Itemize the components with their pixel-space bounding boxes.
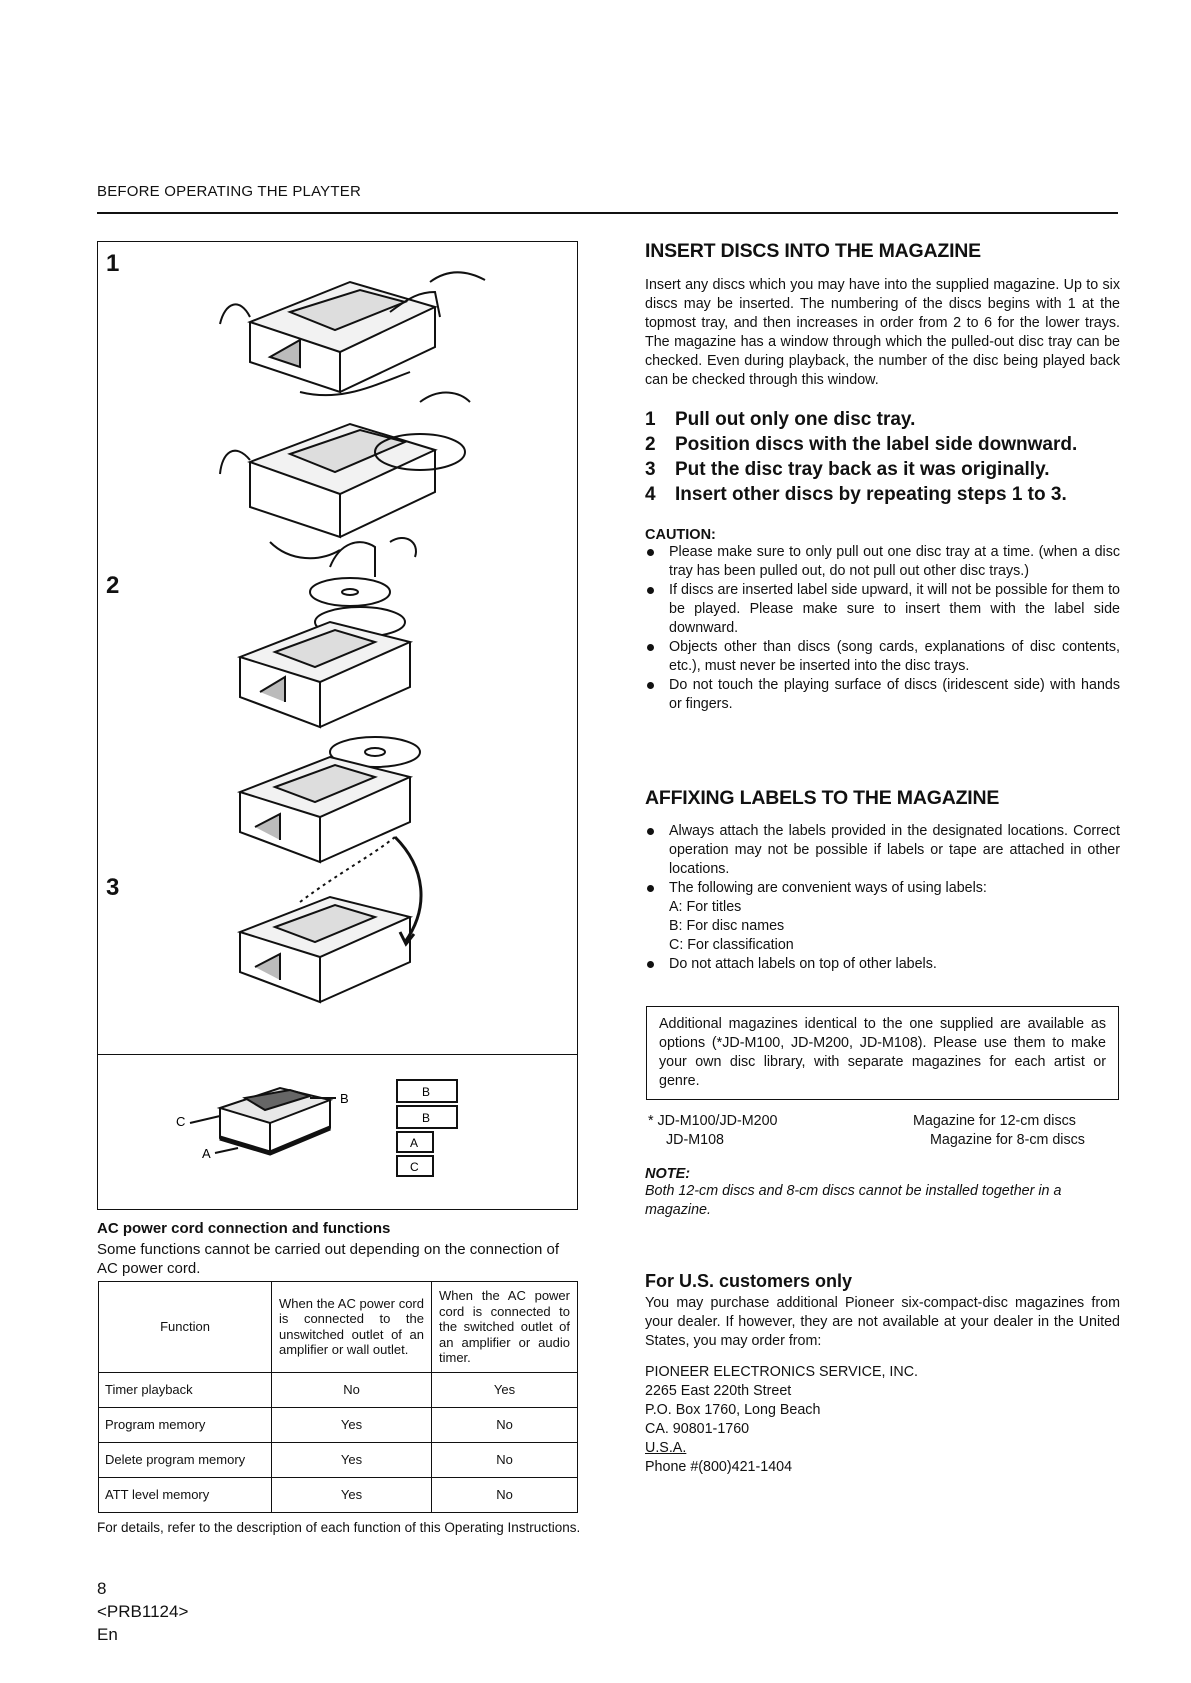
step-item	[645, 432, 1120, 457]
table-cell-switched: Yes	[432, 1372, 578, 1407]
table-header-switched: When the AC power cord is connected to the switched outlet of an amplifier or audio timer.	[432, 1282, 578, 1373]
label-b-tag-2: B	[422, 1111, 431, 1125]
list-item: Always attach the labels provided in the designated locations. Correct operation may not be possible if labels or tape are attached in other locations.	[645, 822, 1120, 879]
phone-number: Phone #(800)421-1404	[645, 1459, 793, 1475]
page-number: 8	[97, 1579, 107, 1598]
label-b-letter: B	[340, 1091, 349, 1106]
labels-list	[645, 822, 1120, 974]
caution-title: CAUTION:	[645, 527, 716, 543]
step-text: Insert other discs by repeating steps 1 to 3.	[675, 484, 1067, 505]
table-footnote: For details, refer to the description of each function of this Operating Instructions.	[97, 1520, 581, 1535]
insert-title: INSERT DISCS INTO THE MAGAZINE	[645, 240, 981, 262]
list-item: If discs are inserted label side upward, it will not be possible for them to be played. Please make sure to insert them with the label side downward.	[645, 581, 1120, 638]
note-body: Both 12-cm discs and 8-cm discs cannot be installed together in a magazine.	[645, 1183, 1062, 1218]
step-text: Pull out only one disc tray.	[675, 409, 916, 430]
table-cell-unswitched: Yes	[272, 1407, 432, 1442]
figure-step-2: 2	[106, 572, 120, 599]
insert-section	[645, 240, 1120, 714]
table-cell-switched: No	[432, 1407, 578, 1442]
function-table	[98, 1281, 578, 1513]
table-cell-switched: No	[432, 1477, 578, 1512]
options-box: Additional magazines identical to the one supplied are available as options (*JD-M100, JD-M200, JD-M108). Please use them to make your own disc library, with separate magazines for each artist or genre.	[646, 1006, 1119, 1100]
address-line: PIONEER ELECTRONICS SERVICE, INC.	[645, 1364, 919, 1380]
step-number: 4	[645, 484, 656, 505]
address-line: CA. 90801-1760	[645, 1421, 750, 1437]
label-a-pointer	[215, 1148, 238, 1153]
caution-list	[645, 543, 1120, 714]
magazine-drawing-1a	[220, 272, 485, 395]
magazine-drawing-1b	[220, 393, 470, 559]
step-item	[645, 482, 1120, 507]
figure-step-3: 3	[106, 874, 120, 901]
illustration-divider	[97, 1054, 578, 1055]
table-cell-switched: No	[432, 1442, 578, 1477]
step-item	[645, 457, 1120, 482]
label-use-b: B: For disc names	[669, 918, 785, 934]
document-code: <PRB1124>	[97, 1602, 189, 1621]
table-row	[99, 1442, 578, 1477]
table-header-unswitched: When the AC power cord is connected to the unswitched outlet of an amplifier or wall outlet.	[272, 1282, 432, 1373]
insert-intro: Insert any discs which you may have into the supplied magazine. Up to six discs may be inserted. The numbering of the discs begins with 1 at the topmost tray, and then increases in order from 2 to 6 for the lower trays. The magazine has a window through which the pulled-out disc tray can be checked. Even during playback, the number of the disc being played back can be checked through this window.	[645, 277, 1120, 388]
language-code: En	[97, 1625, 118, 1644]
model-name: JD-M108	[666, 1132, 724, 1148]
figure-step-1: 1	[106, 250, 120, 277]
list-item	[645, 879, 1120, 955]
page-footer	[97, 1577, 188, 1646]
model-row	[648, 1131, 1108, 1150]
magazine-drawing-2a	[240, 538, 416, 727]
model-desc: Magazine for 12-cm discs	[913, 1113, 1076, 1129]
note-title: NOTE:	[645, 1166, 691, 1182]
labels-section	[645, 787, 1120, 974]
table-row	[99, 1372, 578, 1407]
us-body: You may purchase additional Pioneer six-compact-disc magazines from your dealer. If however, they are not available at your dealer in the United States, you may order from:	[645, 1295, 1120, 1349]
step-number: 3	[645, 459, 656, 480]
labels-usage-intro: The following are convenient ways of using labels:	[669, 880, 987, 896]
magazine-drawing-3	[240, 837, 421, 1002]
label-use-c: C: For classification	[669, 937, 794, 953]
address-line: P.O. Box 1760, Long Beach	[645, 1402, 821, 1418]
list-item: Objects other than discs (song cards, explanations of disc contents, etc.), must never be inserted into the disc trays.	[645, 638, 1120, 676]
list-item: Do not touch the playing surface of discs (iridescent side) with hands or fingers.	[645, 676, 1120, 714]
ac-power-title: AC power cord connection and functions	[97, 1220, 391, 1237]
table-header-function: Function	[99, 1282, 272, 1373]
step-number: 1	[645, 409, 656, 430]
table-row	[99, 1477, 578, 1512]
step-text: Position discs with the label side downward.	[675, 434, 1078, 455]
table-cell-function: Timer playback	[99, 1372, 272, 1407]
label-b-tag-1: B	[422, 1085, 431, 1099]
model-desc: Magazine for 8-cm discs	[930, 1132, 1085, 1148]
label-diagram	[160, 1068, 500, 1200]
label-use-a: A: For titles	[669, 899, 742, 915]
header-rule	[97, 212, 1118, 214]
service-address	[645, 1363, 1120, 1477]
table-row	[99, 1407, 578, 1442]
us-title: For U.S. customers only	[645, 1271, 853, 1291]
table-cell-function: ATT level memory	[99, 1477, 272, 1512]
step-number: 2	[645, 434, 656, 455]
step-text: Put the disc tray back as it was originally.	[675, 459, 1050, 480]
magazine-drawing-2b	[240, 737, 420, 862]
table-cell-unswitched: No	[272, 1372, 432, 1407]
note-section	[645, 1166, 1120, 1220]
table-cell-function: Program memory	[99, 1407, 272, 1442]
label-a-letter: A	[202, 1146, 211, 1161]
label-c-pointer	[190, 1116, 220, 1123]
magazine-illustrations	[200, 262, 500, 1022]
model-list	[648, 1112, 1108, 1150]
table-cell-unswitched: Yes	[272, 1442, 432, 1477]
table-cell-unswitched: Yes	[272, 1477, 432, 1512]
address-line: U.S.A.	[645, 1440, 687, 1456]
label-c-letter: C	[176, 1114, 186, 1129]
step-item	[645, 407, 1120, 432]
label-a-tag: A	[410, 1136, 419, 1150]
ac-power-description: Some functions cannot be carried out depending on the connection of AC power cord.	[97, 1241, 559, 1277]
us-customers-section	[645, 1271, 1120, 1477]
model-name: * JD-M100/JD-M200	[648, 1113, 778, 1129]
list-item: Please make sure to only pull out one disc tray at a time. (when a disc tray has been pulled out, do not pull out other disc trays.)	[645, 543, 1120, 581]
list-item: Do not attach labels on top of other labels.	[645, 955, 1120, 974]
labels-title: AFFIXING LABELS TO THE MAGAZINE	[645, 787, 1000, 809]
label-c-tag: C	[410, 1160, 419, 1174]
model-row	[648, 1112, 1108, 1131]
table-cell-function: Delete program memory	[99, 1442, 272, 1477]
running-header: BEFORE OPERATING THE PLAYTER	[97, 183, 361, 200]
insert-steps	[645, 407, 1120, 507]
address-line: 2265 East 220th Street	[645, 1383, 792, 1399]
